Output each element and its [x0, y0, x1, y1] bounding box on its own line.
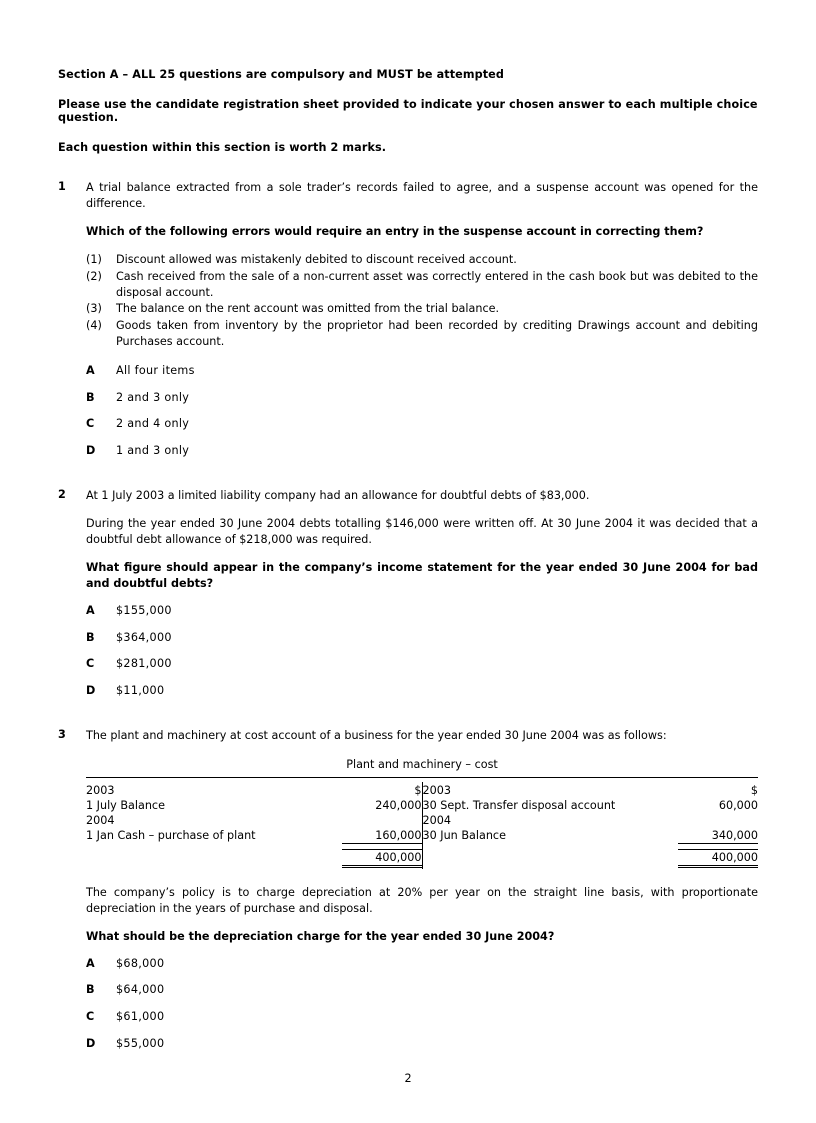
ledger-amount	[678, 813, 758, 828]
option-c[interactable]	[86, 417, 758, 432]
ledger-label: 2003	[86, 784, 115, 798]
ledger-top-rule	[86, 777, 758, 778]
question-number: 3	[58, 728, 66, 742]
option-b[interactable]	[86, 391, 758, 406]
ledger-row	[86, 783, 422, 798]
ledger-credit-side	[422, 782, 758, 869]
ledger-row	[86, 798, 422, 813]
option-letter: C	[86, 417, 95, 431]
ledger-label: 1 July Balance	[86, 799, 165, 813]
question-prompt: What figure should appear in the company’s income statement for the year ended 30 June 2004 for bad and doubtful debts?	[86, 561, 758, 591]
option-text: All four items	[116, 364, 195, 378]
question-2	[58, 488, 758, 698]
option-a[interactable]	[86, 957, 758, 972]
option-text: $55,000	[116, 1036, 165, 1050]
item-text: Cash received from the sale of a non-current asset was correctly entered in the cash book but was debited to the disposal account.	[116, 269, 758, 299]
option-letter: B	[86, 630, 95, 644]
question-3	[58, 728, 758, 1051]
option-a[interactable]	[86, 364, 758, 379]
ledger-amount: 400,000	[678, 850, 758, 867]
ledger-label: 2004	[86, 814, 115, 828]
ledger-amount: 160,000	[342, 828, 422, 844]
ledger-label	[423, 850, 679, 867]
ledger-amount: $	[414, 784, 422, 798]
option-d[interactable]	[86, 1037, 758, 1052]
item-text: Goods taken from inventory by the proprietor had been recorded by crediting Drawings account and debiting Purchases account.	[116, 319, 758, 349]
question-1	[58, 180, 758, 458]
ledger-total-row	[423, 850, 759, 867]
option-b[interactable]	[86, 631, 758, 646]
question-stem: At 1 July 2003 a limited liability company had an allowance for doubtful debts of $83,000.	[86, 489, 590, 503]
ledger-label: 30 Jun Balance	[422, 829, 506, 843]
ledger-row	[86, 813, 422, 828]
question-items	[86, 252, 758, 350]
option-text: $11,000	[116, 683, 165, 697]
item-marker: (1)	[86, 252, 102, 266]
ledger-row	[423, 783, 759, 798]
ledger-label: 30 Sept. Transfer disposal account	[422, 799, 616, 813]
list-item	[86, 318, 758, 350]
option-letter: A	[86, 956, 95, 970]
question-stem: A trial balance extracted from a sole trader’s records failed to agree, and a suspense account was opened for the difference.	[86, 181, 758, 210]
item-text: Discount allowed was mistakenly debited to discount received account.	[116, 252, 517, 266]
option-letter: B	[86, 390, 95, 404]
ledger-row	[423, 813, 759, 828]
ledger-title: Plant and machinery – cost	[346, 758, 498, 772]
section-marks-note: Each question within this section is worth 2 marks.	[58, 141, 387, 154]
option-text: $68,000	[116, 956, 165, 970]
option-c[interactable]	[86, 1010, 758, 1025]
ledger-amount: 340,000	[678, 828, 758, 844]
option-letter: D	[86, 1036, 96, 1050]
list-item	[86, 269, 758, 301]
option-text: $155,000	[116, 603, 172, 617]
question-options	[86, 604, 758, 698]
ledger-account	[86, 758, 758, 869]
question-number: 2	[58, 488, 66, 502]
question-options	[86, 957, 758, 1051]
ledger-row	[86, 828, 422, 844]
option-letter: A	[86, 603, 95, 617]
ledger-label: 2003	[422, 784, 451, 798]
option-text: $364,000	[116, 630, 172, 644]
option-text: $64,000	[116, 983, 165, 997]
ledger-amount	[342, 813, 422, 828]
ledger-label: 2004	[422, 814, 451, 828]
ledger-row	[423, 828, 759, 844]
list-item	[86, 252, 758, 268]
item-marker: (4)	[86, 319, 102, 333]
option-letter: C	[86, 657, 95, 671]
depreciation-policy: The company’s policy is to charge depreciation at 20% per year on the straight line basis, with proportionate depreciation in the years of purchase and disposal.	[86, 886, 758, 915]
ledger-row	[423, 798, 759, 813]
option-b[interactable]	[86, 983, 758, 998]
question-options	[86, 364, 758, 458]
ledger-label	[86, 850, 342, 867]
page-number: 2	[404, 1072, 412, 1085]
list-item	[86, 301, 758, 317]
ledger-amount: $	[750, 784, 758, 798]
ledger-amount: 60,000	[718, 799, 758, 813]
option-letter: D	[86, 443, 96, 457]
option-a[interactable]	[86, 604, 758, 619]
option-c[interactable]	[86, 657, 758, 672]
option-letter: C	[86, 1009, 95, 1023]
question-number: 1	[58, 180, 66, 193]
option-d[interactable]	[86, 444, 758, 459]
option-text: $281,000	[116, 657, 172, 671]
option-letter: A	[86, 364, 95, 378]
option-d[interactable]	[86, 684, 758, 699]
option-letter: B	[86, 983, 95, 997]
item-text: The balance on the rent account was omitted from the trial balance.	[116, 302, 500, 316]
option-text: 2 and 4 only	[116, 417, 190, 431]
option-text: 2 and 3 only	[116, 390, 190, 404]
section-instruction: Please use the candidate registration sheet provided to indicate your chosen answer to each multiple choice question.	[58, 98, 758, 124]
ledger-amount: 240,000	[375, 799, 422, 813]
ledger-amount: 400,000	[342, 850, 422, 867]
question-prompt: What should be the depreciation charge for the year ended 30 June 2004?	[86, 929, 555, 943]
ledger-debit-side	[86, 782, 422, 869]
ledger-table	[86, 782, 758, 869]
option-text: $61,000	[116, 1009, 165, 1023]
item-marker: (3)	[86, 302, 102, 316]
item-marker: (2)	[86, 269, 102, 283]
option-letter: D	[86, 683, 96, 697]
question-stem-2: During the year ended 30 June 2004 debts totalling $146,000 were written off. At 30 June 2004 it was decided that a doubtful debt allowance of $218,000 was required.	[86, 517, 758, 547]
section-heading: Section A – ALL 25 questions are compulsory and MUST be attempted	[58, 68, 504, 81]
ledger-label: 1 Jan Cash – purchase of plant	[86, 829, 256, 843]
question-prompt: Which of the following errors would require an entry in the suspense account in correcting them?	[86, 224, 704, 238]
ledger-total-row	[86, 850, 422, 867]
option-text: 1 and 3 only	[116, 443, 190, 457]
question-stem: The plant and machinery at cost account of a business for the year ended 30 June 2004 was as follows:	[86, 729, 667, 743]
